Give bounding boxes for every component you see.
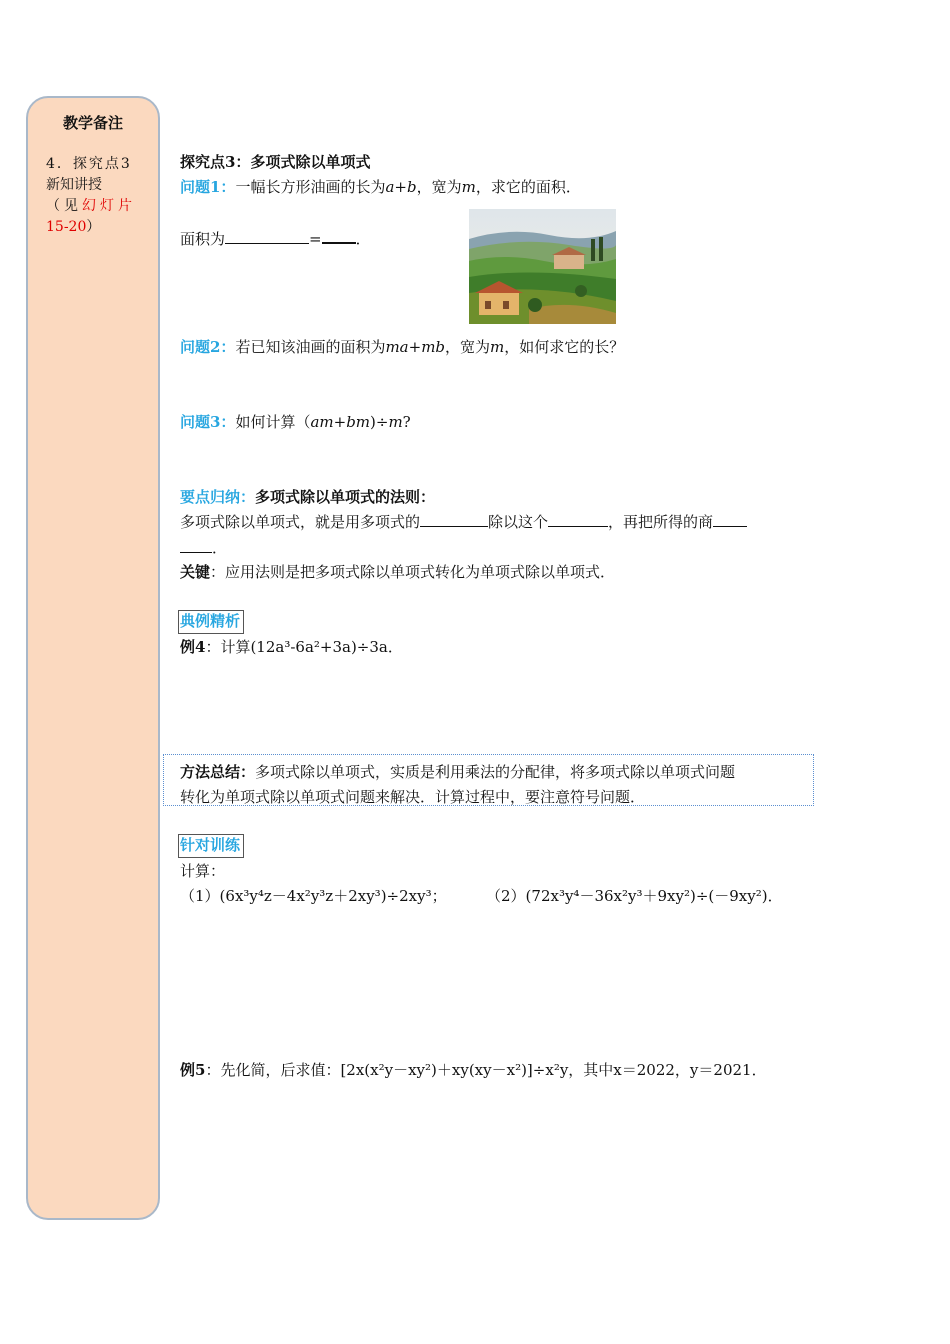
practice-item-2: （2）(72x³y⁴－36x²y³＋9xy²)÷(－9xy²)． — [486, 887, 783, 905]
sidebar-note-line2: 新知讲授 — [46, 177, 102, 193]
rule-blank-3[interactable] — [713, 512, 747, 527]
area-answer-line: 面积为 = ． — [180, 230, 371, 248]
practice-heading: 针对训练 — [178, 834, 244, 858]
example-4: 例4：计算(12a³-6a²+3a)÷3a． — [180, 638, 403, 656]
sidebar-note-line1: 4．探究点3 — [46, 156, 132, 172]
area-blank-1[interactable] — [225, 229, 309, 244]
method-summary-line-2: 转化为单项式除以单项式问题来解决．计算过程中，要注意符号问题． — [180, 788, 646, 806]
key-points-heading: 要点归纳：多项式除以单项式的法则： — [180, 488, 436, 506]
method-summary-box — [163, 754, 814, 806]
slides-link[interactable]: 幻灯片 — [82, 198, 136, 214]
rule-blank-3-cont[interactable] — [180, 538, 212, 553]
section-title: 探究点3：多项式除以单项式 — [180, 153, 371, 171]
rule-line-2: ． — [180, 538, 227, 558]
question-2: 问题2：若已知该油画的面积为ma+mb，宽为m，如何求它的长？ — [180, 338, 625, 356]
examples-heading: 典例精析 — [178, 610, 244, 634]
oil-painting-image — [469, 209, 616, 324]
rule-line-1: 多项式除以单项式，就是用多项式的 除以这个 ，再把所得的商 — [180, 512, 747, 532]
sidebar-note-line3: （见幻灯片 — [46, 198, 136, 214]
key-note: 关键：应用法则是把多项式除以单项式转化为单项式除以单项式． — [180, 563, 616, 581]
practice-intro: 计算： — [180, 862, 226, 880]
sidebar-note-line4: 15-20） — [46, 219, 101, 235]
sidebar-title: 教学备注 — [62, 114, 123, 132]
question-1: 问题1：一幅长方形油画的长为a+b，宽为m，求它的面积． — [180, 178, 581, 196]
question-3: 问题3：如何计算（am+bm)÷m? — [180, 413, 411, 431]
rule-blank-2[interactable] — [548, 512, 608, 527]
example-5: 例5：先化简，后求值：[2x(x²y－xy²)＋xy(xy－x²)]÷x²y，其中x＝2022，y＝2021． — [180, 1061, 767, 1079]
method-summary-line-1: 方法总结：多项式除以单项式，实质是利用乘法的分配律，将多项式除以单项式问题 — [180, 763, 736, 781]
area-blank-2[interactable] — [322, 228, 356, 244]
practice-item-1: （1）(6x³y⁴z－4x²y³z＋2xy³)÷2xy³； — [180, 887, 447, 905]
sidebar-note — [46, 154, 150, 238]
teaching-notes-sidebar — [26, 96, 160, 1220]
rule-blank-1[interactable] — [420, 512, 488, 527]
